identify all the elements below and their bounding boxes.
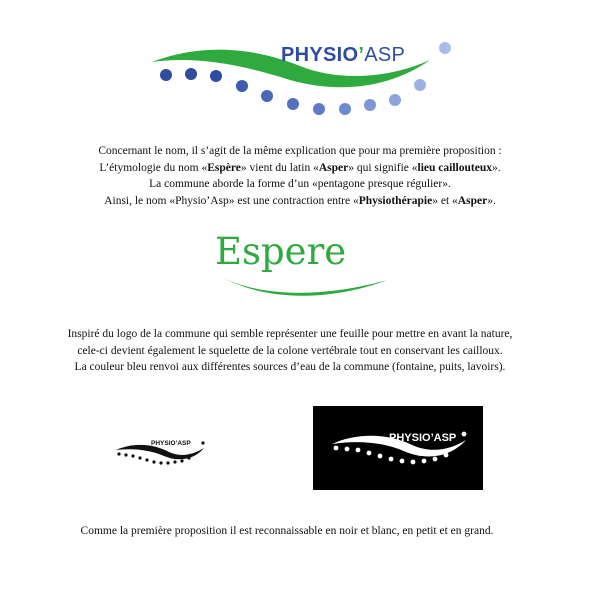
vertebra-dot xyxy=(389,94,401,106)
brand-apostrophe: ’ xyxy=(358,44,365,66)
vertebra-dot xyxy=(414,79,426,91)
intro-line-1: Concernant le nom, il s’agit de la même explication que pour ma première proposition : xyxy=(98,145,502,157)
vertebra-dot xyxy=(261,90,273,102)
vertebra-dot xyxy=(210,70,222,82)
vertebra-dot xyxy=(364,99,376,111)
inspiration-line-1: Inspiré du logo de la commune qui semble représenter une feuille pour mettre en avant la nature, xyxy=(67,328,513,340)
intro-line-4: Ainsi, le nom «Physio’Asp» est une contraction entre «Physiothérapie» et «Asper». xyxy=(104,194,496,207)
intro-line-3: La commune aborde la forme d’un «pentagone presque régulier». xyxy=(149,178,451,190)
inspiration-line-3: La couleur bleu renvoi aux différentes sources d’eau de la commune (fontaine, puits, lavoirs). xyxy=(74,361,506,373)
main-logo-brand xyxy=(281,44,405,66)
inspiration-line-2: cele-ci devient également le squelette de la colone vertébrale tout en conservant les cailloux. xyxy=(77,344,503,357)
conclusion-text: Comme la première proposition il est reconnaissable en noir et blanc, en petit et en grand. xyxy=(80,525,494,537)
vertebra-dot xyxy=(287,98,299,110)
vertebra-dot xyxy=(160,69,172,81)
vertebra-dot xyxy=(185,68,197,80)
vertebra-dot xyxy=(313,103,325,115)
small-mono-logo-brand: PHYSIO’ASP xyxy=(151,440,191,447)
vertebra-dot xyxy=(339,103,351,115)
inspiration-paragraph xyxy=(0,326,590,376)
brand-physio: PHYSIO xyxy=(281,44,359,66)
vertebra-dot xyxy=(236,80,248,92)
intro-line-2: L’étymologie du nom «Espère» vient du latin «Asper» qui signifie «lieu caillouteux». xyxy=(99,161,501,174)
espere-logo-swoosh xyxy=(215,268,390,302)
inverted-logo-brand: PHYSIO’ASP xyxy=(389,432,457,444)
brand-asp: ASP xyxy=(364,44,406,66)
vertebra-dot xyxy=(439,42,451,54)
espere-logo-text: Espere xyxy=(215,230,347,273)
intro-paragraph xyxy=(0,143,600,209)
